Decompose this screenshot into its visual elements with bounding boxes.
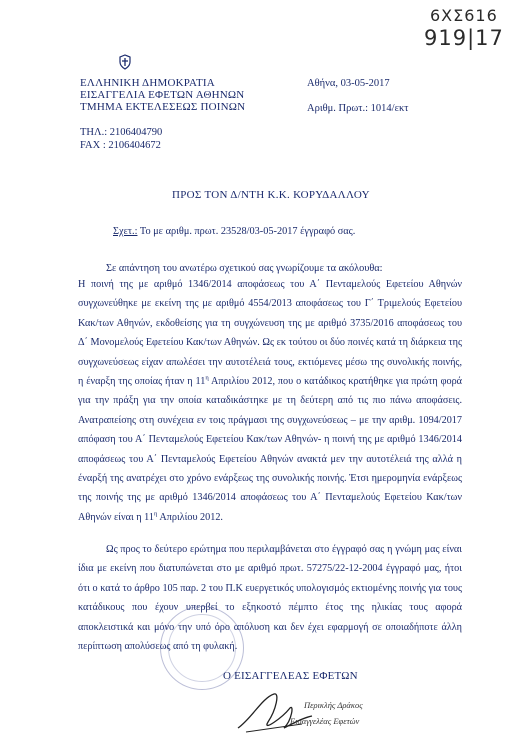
paragraph-1-part-c: Απριλίου 2012. — [157, 511, 223, 523]
intro-text: Σε απάντηση του ανωτέρω σχετικού σας γνωρίζουμε τα ακόλουθα: — [106, 263, 383, 274]
signatory-role: Εισαγγελέας Εφετών — [290, 716, 360, 726]
paragraph-2-text: Ως προς το δεύτερο ερώτημα που περιλαμβάνεται στο έγγραφό σας η γνώμη μας είναι ίδια με εκείνη που διατυπώνεται στο με αριθμό πρωτ. 57275/22-12-2004 έγγραφό μας, ήτοι ότι ο κατά το άρθρο 105 παρ. 2 του Π.Κ ευεργετικός υπολογισμός εκτιομένης ποινής για τους κατάδικους που έχουν υπερβεί το εξηκοστό πέμπτο έτος της ηλικίας τους αφορά αποκλειστικά και μόνο την υπό όρο απόλυση και δεν έχει εφαρμογή σε οποιαδήποτε άλλη περίπτωση απολύσεως από τη φυλακή. — [78, 544, 462, 653]
superscript: η — [205, 374, 209, 382]
org-department: ΕΙΣΑΓΓΕΛΙΑ ΕΦΕΤΩΝ ΑΘΗΝΩΝ — [80, 89, 245, 101]
reference-label: Σχετ.: — [113, 226, 138, 237]
body-paragraph-1 — [78, 275, 462, 527]
superscript: η — [153, 510, 158, 518]
reference-text: Το με αριθμ. πρωτ. 23528/03-05-2017 έγγραφό σας. — [139, 226, 356, 237]
greek-emblem-icon — [118, 54, 132, 70]
recipient: ΠΡΟΣ ΤΟΝ Δ/ΝΤΗ Κ.Κ. ΚΟΡΥΔΑΛΛΟΥ — [172, 189, 370, 201]
org-name: ΕΛΛΗΝΙΚΗ ΔΗΜΟΚΡΑΤΙΑ — [80, 77, 215, 89]
document-date: Αθήνα, 03-05-2017 — [307, 78, 390, 89]
signature-title: Ο ΕΙΣΑΓΓΕΛΕΑΣ ΕΦΕΤΩΝ — [223, 670, 358, 682]
handwritten-signature — [232, 688, 322, 738]
protocol-number: Αριθμ. Πρωτ.: 1014/εκτ — [307, 103, 409, 114]
paragraph-1-part-b: Απριλίου 2012, που ο κατάδικος κρατήθηκε για πρώτη φορά για την πράξη για την οποία καταδικάστηκε με τη δεύτερη από τις πιο πάνω αποφάσεις. Ανατραπείσης στη συνέχεια εν τοις πράγμασι της συγχωνεύσεως – με την αριθμ. 1094/2017 απόφαση του Α΄ Πενταμελούς Εφετείου Κακ/των Αθηνών- η ποινή της με αριθμό 1346/2014 αποφάσεως του Α΄ Πενταμελούς Εφετείου Αθηνών ανακτά μεν την αυτοτέλειά της αλλά η έναρξή της ανατρέχει στο χρόνο ενάρξεως της συνολικής ποινής. Έτσι ημερομηνία ενάρξεως της ποινής της με αριθμό 1346/2014 αποφάσεως του Α΄ Πενταμελούς Εφετείου Κακ/των Αθηνών είναι η 11 — [78, 376, 463, 523]
handwritten-number: 919|17 — [424, 26, 504, 50]
org-section: ΤΜΗΜΑ ΕΚΤΕΛΕΣΕΩΣ ΠΟΙΝΩΝ — [80, 101, 246, 113]
handwritten-code: 6ΧΣ616 — [430, 6, 498, 25]
reference-line — [113, 226, 355, 237]
phone-number: ΤΗΛ.: 2106404790 — [80, 127, 163, 138]
paragraph-1-part-a: Η ποινή της με αριθμό 1346/2014 αποφάσεως του Α΄ Πενταμελούς Εφετείου Αθηνών συγχωνεύθηκε με εκείνη της με αριθμό 4554/2013 αποφάσεως του Γ΄ Τριμελούς Εφετείου Κακ/των Αθηνών, εκδοθείσης για τη συγχώνευση της με αριθμό 3735/2016 αποφάσεως του Δ΄ Μονομελούς Εφετείου Κακ/των Αθηνών. Ως εκ τούτου οι δύο ποινές κατά τη διάρκεια της συγχωνεύσεως είχαν απωλέσει την αυτοτέλειά τους, εκτιόμενες μέσω της συνολικής ποινής, η έναρξη της οποίας ήταν η 11 — [78, 279, 462, 388]
body-paragraph-2 — [78, 540, 462, 656]
fax-number: FAX : 2106404672 — [80, 140, 161, 151]
signatory-name: Περικλής Δράκος — [304, 700, 363, 710]
